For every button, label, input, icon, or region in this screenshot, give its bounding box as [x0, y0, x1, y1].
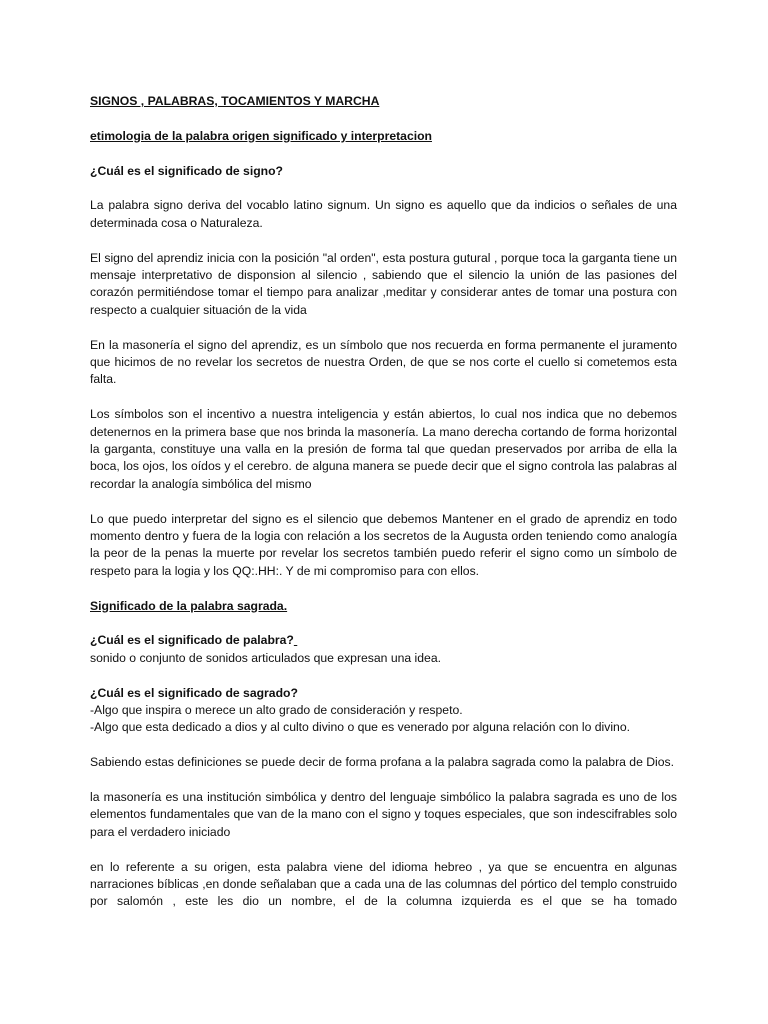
- question-signo: ¿Cuál es el significado de signo?: [90, 163, 284, 178]
- spacer: [90, 667, 677, 684]
- paragraph-masoneria-signo: En la masonería el signo del aprendiz, es un símbolo que nos recuerda en forma permanente el juramento que hicimos de no revelar los secretos de nuestra Orden, de que se nos corte el cuello si cometemos esta falta.: [90, 337, 677, 387]
- question-palabra-text: ¿Cuál es el significado de palabra?: [90, 633, 294, 648]
- paragraph-definiciones: Sabiendo estas definiciones se puede decir de forma profana a la palabra sagrada como la palabra de Dios.: [90, 755, 675, 770]
- paragraph-signo-aprendiz: El signo del aprendiz inicia con la posición "al orden", esta postura gutural , porque toca la garganta tiene un mensaje interpretativo de disponsion al silencio , sabiendo que el silencio la unión de las pasiones del corazón permitiéndose tomar el tiempo para analizar ,meditar y considerar antes de tomar una postura con respecto a cualquier situación de la vida: [90, 250, 677, 317]
- paragraph-institucion-simbolica: la masonería es una institución simbólica y dentro del lenguaje simbólico la palabra sagrada es uno de los elementos fundamentales que van de la mano con el signo y toques especiales, que son indescifrables solo para el verdadero iniciado: [90, 790, 677, 839]
- paragraph-interpretacion: Lo que puedo interpretar del signo es el silencio que debemos Mantener en el grado de aprendiz en todo momento dentro y fuera de la logia con relación a los secretos de la Augusta orden teniendo como analogía la peor de la penas la muerte por revelar los secretos también puedo referir el signo como un símbolo de respeto para la logia y los QQ:.HH:. Y de mi compromiso para con ellos.: [90, 511, 677, 578]
- section-heading-palabra-sagrada: Significado de la palabra sagrada.: [90, 598, 288, 613]
- answer-palabra: sonido o conjunto de sonidos articulados que expresan una idea.: [90, 650, 441, 665]
- question-palabra: [90, 632, 677, 649]
- document-page: [90, 93, 677, 911]
- document-title: SIGNOS , PALABRAS, TOCAMIENTOS Y MARCHA: [90, 94, 380, 108]
- underline-mark: [294, 633, 297, 647]
- spacer: [90, 737, 677, 754]
- paragraph-simbolos: Los símbolos son el incentivo a nuestra inteligencia y están abiertos, lo cual nos indica que no debemos detenernos en la primera base que nos brinda la masonería. La mano derecha cortando de forma horizontal la garganta, constituye una valla en la presión de forma tal que quedan preservados por arriba de ella la boca, los ojos, los oídos y el cerebro. de alguna manera se puede decir que el signo controla las palabras al recordar la analogía simbólica del mismo: [90, 407, 677, 491]
- document-subtitle: etimologia de la palabra origen significado y interpretacion: [90, 128, 432, 143]
- question-sagrado: ¿Cuál es el significado de sagrado?: [90, 685, 298, 700]
- spacer: [90, 180, 677, 197]
- paragraph-signo-etimologia: La palabra signo deriva del vocablo latino signum. Un signo es aquello que da indicios o señales de una determinada cosa o Naturaleza.: [90, 198, 677, 230]
- answer-sagrado-1: -Algo que inspira o merece un alto grado de consideración y respeto.: [90, 703, 463, 718]
- answer-sagrado-2: -Algo que esta dedicado a dios y al culto divino o que es venerado por alguna relación con lo divino.: [90, 720, 630, 735]
- paragraph-origen: en lo referente a su origen, esta palabra viene del idioma hebreo , ya que se encuentra en algunas narraciones bíblicas ,en donde señalaban que a cada una de las columnas del pórtico del templo construido por salomón , este les dio un nombre, el de la columna izquierda es el que se ha tomado: [90, 859, 677, 909]
